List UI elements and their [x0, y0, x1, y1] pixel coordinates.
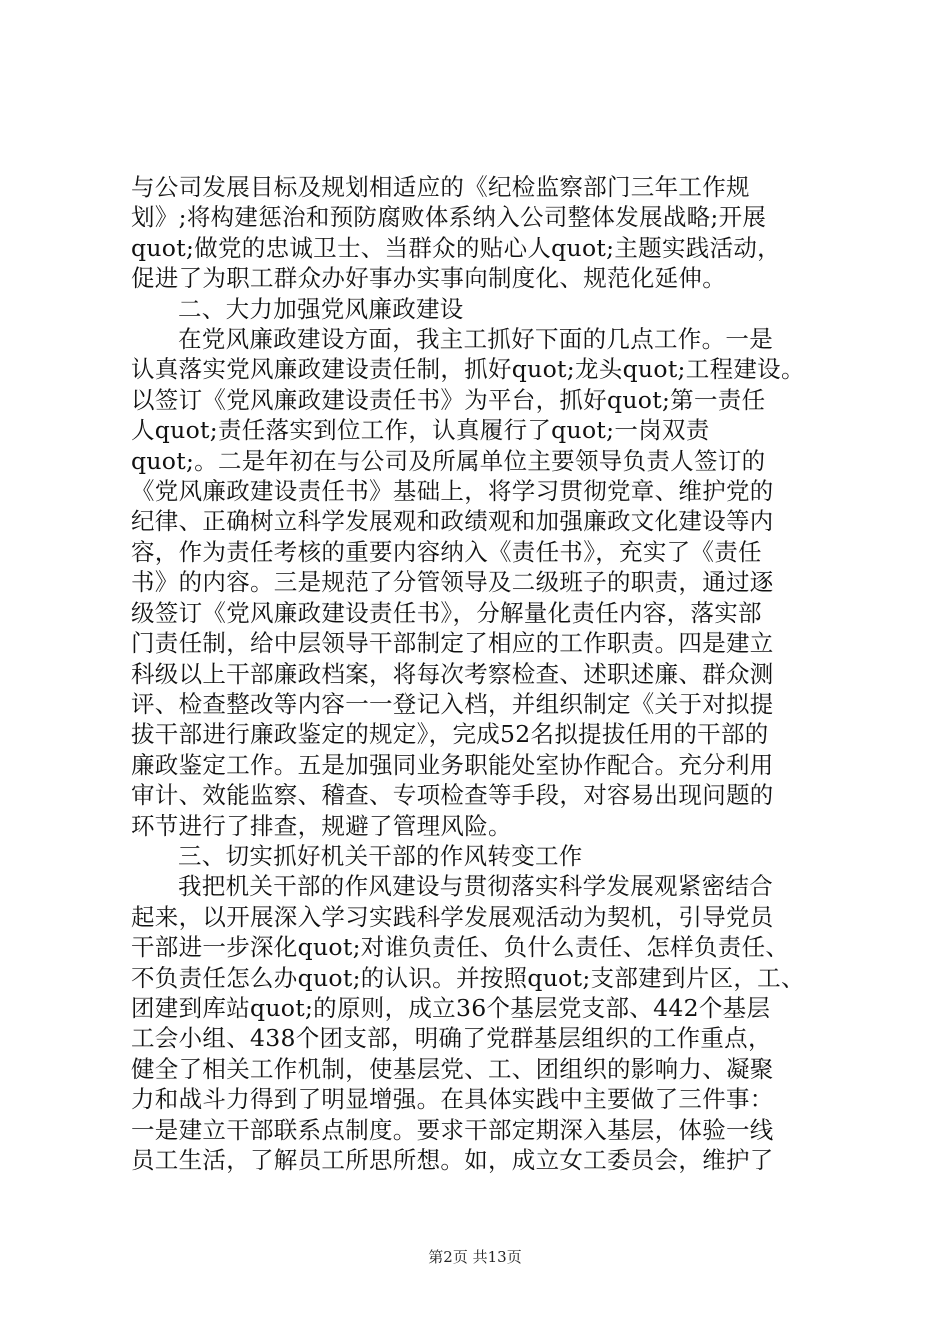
text-line: 促进了为职工群众办好事办实事向制度化、规范化延伸。 — [131, 264, 726, 293]
text-line: 不负责任怎么办quot;的认识。并按照quot;支部建到片区，工、 — [131, 963, 805, 992]
text-line: 评、检查整改等内容一一登记入档，并组织制定《关于对拟提 — [131, 689, 774, 718]
text-line: 工会小组、438个团支部，明确了党群基层组织的工作重点， — [131, 1024, 772, 1053]
text-line: 以签订《党风廉政建设责任书》为平台，抓好quot;第一责任 — [131, 385, 766, 414]
text-line: 一是建立干部联系点制度。要求干部定期深入基层，体验一线 — [131, 1115, 774, 1144]
text-line: quot;。二是年初在与公司及所属单位主要领导负责人签订的 — [131, 446, 766, 475]
document-body — [131, 172, 831, 1175]
paragraph-start-line: 三、切实抓好机关干部的作风转变工作 — [178, 841, 583, 870]
text-line: 门责任制，给中层领导干部制定了相应的工作职责。四是建立 — [131, 629, 774, 658]
text-line: 级签订《党风廉政建设责任书》，分解量化责任内容，落实部 — [131, 598, 762, 627]
paragraph-start-line: 二、大力加强党风廉政建设 — [178, 294, 464, 323]
text-line: 团建到库站quot;的原则，成立36个基层党支部、442个基层 — [131, 993, 771, 1022]
paragraph-start-line: 我把机关干部的作风建设与贯彻落实科学发展观紧密结合 — [178, 872, 773, 901]
text-line: 健全了相关工作机制，使基层党、工、团组织的影响力、凝聚 — [131, 1054, 774, 1083]
text-line: 审计、效能监察、稽查、专项检查等手段，对容易出现问题的 — [131, 781, 774, 810]
page-footer: 第2页 共13页 — [428, 1248, 522, 1266]
text-line: 拔干部进行廉政鉴定的规定》，完成52名拟提拔任用的干部的 — [131, 720, 769, 749]
paragraph-start-line: 在党风廉政建设方面，我主工抓好下面的几点工作。一是 — [178, 325, 773, 354]
text-line: 书》的内容。三是规范了分管领导及二级班子的职责，通过逐 — [131, 568, 774, 597]
text-line: 容，作为责任考核的重要内容纳入《责任书》，充实了《责任 — [131, 537, 762, 566]
text-line: 与公司发展目标及规划相适应的《纪检监察部门三年工作规 — [131, 173, 750, 201]
text-line: 划》;将构建惩治和预防腐败体系纳入公司整体发展战略;开展 — [131, 203, 767, 232]
text-line: 环节进行了排查，规避了管理风险。 — [131, 811, 512, 840]
text-line: 《党风廉政建设责任书》基础上，将学习贯彻党章、维护党的 — [131, 477, 774, 506]
text-line: 干部进一步深化quot;对谁负责任、负什么责任、怎样负责任、 — [131, 933, 790, 962]
text-line: 员工生活，了解员工所思所想。如，成立女工委员会，维护了 — [131, 1146, 774, 1174]
text-line: 纪律、正确树立科学发展观和政绩观和加强廉政文化建设等内 — [131, 507, 774, 536]
text-line: 科级以上干部廉政档案，将每次考察检查、述职述廉、群众测 — [131, 659, 774, 688]
text-line: 起来，以开展深入学习实践科学发展观活动为契机，引导党员 — [131, 902, 774, 931]
text-line: quot;做党的忠诚卫士、当群众的贴心人quot;主题实践活动， — [131, 233, 781, 262]
text-line: 廉政鉴定工作。五是加强同业务职能处室协作配合。充分利用 — [131, 750, 774, 779]
text-line: 人quot;责任落实到位工作，认真履行了quot;一岗双责 — [131, 416, 710, 445]
text-line: 力和战斗力得到了明显增强。在具体实践中主要做了三件事： — [131, 1085, 774, 1114]
text-line: 认真落实党风廉政建设责任制，抓好quot;龙头quot;工程建设。 — [131, 355, 805, 384]
